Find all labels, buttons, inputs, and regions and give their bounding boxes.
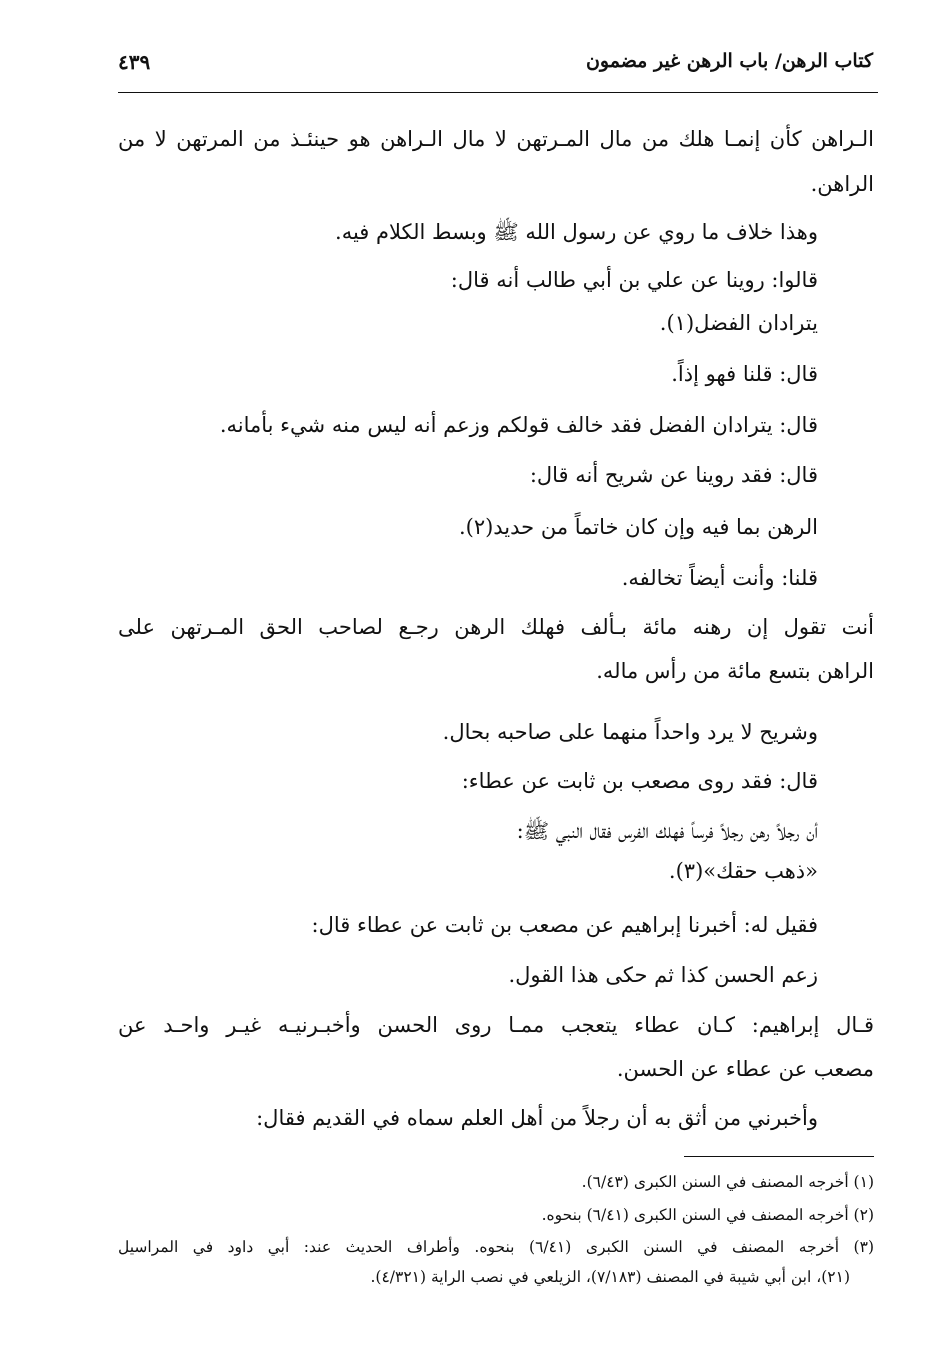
paragraph-line: مصعب عن عطاء عن الحسن. bbox=[616, 1057, 874, 1081]
footnote-3: (٣) أخرجه المصنف في السنن الكبرى (٦/٤١) بنحوه. وأطراف الحديث عند: أبي داود في المراسيل bbox=[118, 1238, 874, 1256]
paragraph-line: «ذهب حقك»(٣). bbox=[668, 859, 818, 883]
paragraph-line: الـراهن كأن إنمـا هلك من مال المـرتهن لا مال الـراهن هو حينئـذ من المرتهن لا من bbox=[118, 127, 874, 151]
paragraph-line: زعم الحسن كذا ثم حكى هذا القول. bbox=[508, 963, 818, 987]
paragraph-line: وشريح لا يرد واحداً منهما على صاحبه بحال. bbox=[442, 720, 818, 744]
paragraph-line: قال: يترادان الفضل فقد خالف قولكم وزعم أنه ليس منه شيء بأمانه. bbox=[219, 413, 818, 437]
footnote-2: (٢) أخرجه المصنف في السنن الكبرى (٦/٤١) بنحوه. bbox=[541, 1206, 874, 1224]
paragraph-line: الرهن بما فيه وإن كان خاتماً من حديد(٢). bbox=[458, 515, 818, 539]
paragraph-line: قلنا: وأنت أيضاً تخالفه. bbox=[621, 566, 818, 590]
paragraph-line: وهذا خلاف ما روي عن رسول الله ﷺ وبسط الكلام فيه. bbox=[335, 220, 818, 244]
paragraph-line: الراهن. bbox=[810, 172, 874, 196]
paragraph-line: أن رجلاً رهن رجلاً فرساً فهلك الفرس فقال النبي ﷺ: bbox=[516, 819, 818, 843]
paragraph-line: فقيل له: أخبرنا إبراهيم عن مصعب بن ثابت عن عطاء قال: bbox=[311, 913, 818, 937]
footnote-3-continued: (٢١)، ابن أبي شيبة في المصنف (٧/١٨٣)، الزيلعي في نصب الراية (٤/٣٢١). bbox=[370, 1268, 850, 1286]
header-divider bbox=[118, 92, 878, 93]
paragraph-line: يترادان الفضل(١). bbox=[659, 311, 818, 335]
footnote-divider bbox=[684, 1156, 874, 1157]
paragraph-line: قال: فقد روينا عن شريح أنه قال: bbox=[529, 463, 818, 487]
paragraph-line: أنت تقول إن رهنه مائة بـألف فهلك الرهن رجـع لصاحب الحق المـرتهن على bbox=[118, 615, 874, 639]
paragraph-line: قالوا: روينا عن علي بن أبي طالب أنه قال: bbox=[450, 268, 818, 292]
page-number: ٤٣٩ bbox=[118, 50, 151, 74]
running-header-title: كتاب الرهن/ باب الرهن غير مضمون bbox=[585, 50, 873, 72]
paragraph-line: الراهن بتسع مائة من رأس ماله. bbox=[596, 659, 874, 683]
paragraph-line: قال: قلنا فهو إذاً. bbox=[671, 362, 818, 386]
paragraph-line: وأخبرني من أثق به أن رجلاً من أهل العلم سماه في القديم فقال: bbox=[256, 1106, 818, 1130]
paragraph-line: قـال إبراهيم: كـان عطاء يتعجب ممـا روى الحسن وأخبـرنيـه غيـر واحـد عن bbox=[118, 1013, 874, 1037]
paragraph-line: قال: فقد روى مصعب بن ثابت عن عطاء: bbox=[461, 769, 818, 793]
footnote-1: (١) أخرجه المصنف في السنن الكبرى (٦/٤٣). bbox=[581, 1173, 874, 1191]
